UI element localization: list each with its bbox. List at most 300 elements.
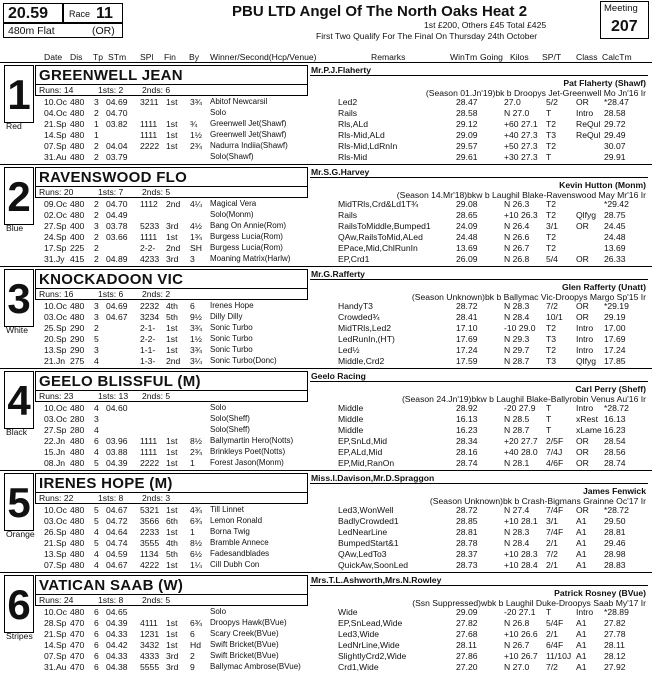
form-cell-kilos: -10 29.0 [504, 323, 536, 333]
form-cell-date: 07.Sp [44, 651, 67, 661]
owner-name: Geelo Racing [311, 371, 366, 381]
form-cell-by: 4¾ [190, 505, 202, 515]
form-cell-date: 21.Sp [44, 538, 67, 548]
form-cell-winnersecondhcpvenue: Burgess Lucia(Rom) [210, 243, 283, 252]
form-row [36, 560, 648, 570]
form-cell-dis: 480 [70, 108, 85, 118]
form-cell-dis: 415 [70, 254, 85, 264]
form-cell-by: 2¾ [190, 447, 202, 457]
form-cell-kilos: +50 27.3 [504, 141, 538, 151]
form-row [36, 141, 648, 151]
form-cell-spt: 5/4F [546, 618, 564, 628]
col-by: By [189, 52, 200, 62]
col-fin: Fin [164, 52, 176, 62]
form-cell-wintm: 29.57 [456, 141, 478, 151]
form-cell-class: OR [576, 312, 589, 322]
form-cell-winnersecondhcpvenue: Magical Vera [210, 199, 257, 208]
race-time: 20.59 [8, 5, 49, 22]
form-cell-tp: 4 [94, 560, 99, 570]
form-cell-dis: 290 [70, 334, 85, 344]
form-cell-kilos: N 28.7 [504, 356, 530, 366]
form-cell-wintm: 27.86 [456, 651, 478, 661]
form-cell-winnersecondhcpvenue: Ballymartin Hero(Notts) [210, 436, 294, 445]
form-cell-tp: 5 [94, 516, 99, 526]
form-cell-spl: 2222 [140, 141, 160, 151]
form-cell-class: A1 [576, 516, 587, 526]
form-cell-spt: 11/10J [546, 651, 572, 661]
trainer-name: Pat Flaherty (Shawf) [563, 78, 646, 88]
form-cell-kilos: N 27.0 [504, 108, 530, 118]
runs-count: Runs: 14 [39, 85, 74, 95]
form-cell-winnersecondhcpvenue: Irenes Hope [210, 301, 254, 310]
form-cell-remarks: QAw,RailsToMid,ALed [338, 232, 423, 242]
form-cell-class: Intro [576, 607, 594, 617]
form-cell-remarks: SlightlyCrd2,Wide [338, 651, 407, 661]
form-cell-wintm: 17.69 [456, 334, 478, 344]
form-row [36, 97, 648, 107]
form-cell-date: 10.Oc [44, 607, 67, 617]
form-cell-winnersecondhcpvenue: Sonic Turbo [210, 334, 253, 343]
form-cell-dis: 480 [70, 199, 85, 209]
form-cell-dis: 480 [70, 436, 85, 446]
form-cell-date: 31.Au [44, 662, 67, 672]
form-cell-stm: 04.59 [106, 549, 128, 559]
form-cell-stm: 04.39 [106, 618, 128, 628]
form-cell-fin: 1st [166, 141, 178, 151]
form-cell-wintm: 28.74 [456, 458, 478, 468]
form-cell-spl: 1-3- [140, 356, 156, 366]
form-cell-class: A1 [576, 618, 587, 628]
form-cell-date: 07.Sp [44, 141, 67, 151]
form-cell-winnersecondhcpvenue: Lemon Ronald [210, 516, 263, 525]
form-cell-wintm: 28.78 [456, 538, 478, 548]
form-cell-date: 07.Sp [44, 560, 67, 570]
form-cell-dis: 470 [70, 618, 85, 628]
form-cell-dis: 280 [70, 414, 85, 424]
form-cell-fin: 3rd [166, 221, 179, 231]
form-cell-winnersecondhcpvenue: Sonic Turbo [210, 323, 253, 332]
form-cell-date: 03.Oc [44, 312, 67, 322]
form-cell-by: 3¼ [190, 356, 202, 366]
form-cell-remarks: Rails [338, 108, 358, 118]
form-cell-fin: 1st [166, 436, 178, 446]
form-cell-winnersecondhcpvenue: Solo(Sheff) [210, 414, 250, 423]
trap-number: 6 [4, 575, 34, 633]
form-cell-class: OR [576, 505, 589, 515]
form-cell-fin: 5th [166, 312, 178, 322]
form-cell-calctm: 29.49 [604, 130, 626, 140]
form-cell-calctm: 28.54 [604, 436, 626, 446]
form-cell-stm: 04.39 [106, 458, 128, 468]
form-cell-spt: T [546, 403, 552, 413]
form-row [36, 505, 648, 515]
form-cell-winnersecondhcpvenue: Swift Bricket(BVue) [210, 651, 279, 660]
trap-colour: Red [6, 121, 22, 131]
form-cell-tp: 2 [94, 232, 99, 242]
form-cell-spt: 10/1 [546, 312, 563, 322]
form-cell-spt: T2 [546, 199, 557, 209]
form-cell-dis: 470 [70, 662, 85, 672]
form-cell-fin: 1st [166, 334, 178, 344]
form-cell-by: ¾ [190, 119, 198, 129]
form-cell-date: 10.Oc [44, 505, 67, 515]
form-cell-kilos: +20 27.7 [504, 436, 538, 446]
form-cell-calctm: 17.69 [604, 334, 626, 344]
form-cell-wintm: 28.16 [456, 447, 478, 457]
form-row [36, 221, 648, 231]
seconds-count: 2nds: 3 [142, 493, 171, 503]
form-cell-winnersecondhcpvenue: Swift Bricket(BVue) [210, 640, 279, 649]
race-qualify: First Two Qualify For The Final On Thursday 24th October [316, 31, 538, 41]
form-cell-remarks: QAw,LedTo3 [338, 549, 387, 559]
form-cell-spt: T2 [546, 141, 557, 151]
form-cell-kilos: N 28.3 [504, 527, 530, 537]
form-cell-winnersecondhcpvenue: Fadesandblades [210, 549, 270, 558]
form-cell-dis: 480 [70, 152, 85, 162]
form-cell-fin: 1st [166, 345, 178, 355]
form-cell-class: A1 [576, 527, 587, 537]
form-cell-class: A1 [576, 629, 587, 639]
form-cell-fin: 1st [166, 560, 178, 570]
form-cell-class: xLame [576, 425, 602, 435]
form-row [36, 414, 648, 424]
form-cell-winnersecondhcpvenue: Solo [210, 108, 227, 117]
form-cell-class: OR [576, 447, 589, 457]
form-cell-class: OR [576, 301, 589, 311]
form-cell-by: 3¾ [190, 97, 202, 107]
owner-name: Mr.S.G.Harvey [311, 167, 370, 177]
form-cell-dis: 480 [70, 312, 85, 322]
seconds-count: 2nds: 6 [142, 85, 171, 95]
form-cell-fin: 4th [166, 538, 178, 548]
form-cell-tp: 2 [94, 323, 99, 333]
owner-name: Mrs.T.L.Ashworth,Mrs.N.Rowley [311, 575, 442, 585]
form-cell-dis: 470 [70, 640, 85, 650]
form-cell-kilos: +10 26.7 [504, 651, 538, 661]
meeting-box [600, 1, 649, 39]
form-row [36, 447, 648, 457]
form-cell-fin: 6th [166, 516, 178, 526]
form-cell-kilos: +30 27.3 [504, 152, 538, 162]
form-cell-tp: 3 [94, 312, 99, 322]
trainer-name: Carl Perry (Sheff) [575, 384, 646, 394]
col-dis: Dis [70, 52, 83, 62]
meeting-label: Meeting [604, 3, 638, 14]
form-cell-date: 14.Sp [44, 130, 67, 140]
form-cell-spl: 3211 [140, 97, 159, 107]
form-cell-class: Qlfyg [576, 356, 597, 366]
form-cell-wintm: 27.68 [456, 629, 478, 639]
form-cell-stm: 03.66 [106, 232, 128, 242]
form-row [36, 210, 648, 220]
form-cell-stm: 04.69 [106, 301, 128, 311]
form-cell-tp: 4 [94, 447, 99, 457]
form-cell-date: 09.Oc [44, 199, 67, 209]
form-cell-stm: 03.78 [106, 221, 128, 231]
form-cell-remarks: EP,Mid,RanOn [338, 458, 395, 468]
form-cell-tp: 4 [94, 403, 99, 413]
form-cell-spt: T [546, 152, 552, 162]
form-cell-kilos: N 26.4 [504, 221, 530, 231]
form-cell-by: 1 [190, 458, 195, 468]
form-cell-stm: 04.42 [106, 640, 128, 650]
form-cell-winnersecondhcpvenue: Abitof Newcarsil [210, 97, 268, 106]
form-cell-spl: 3555 [140, 538, 160, 548]
form-row [36, 356, 648, 366]
form-cell-stm: 04.70 [106, 108, 128, 118]
form-cell-kilos: +10 28.1 [504, 516, 538, 526]
form-cell-date: 03.Oc [44, 516, 67, 526]
form-cell-spl: 1111 [140, 447, 158, 457]
form-cell-remarks: Rls-Mid,ALd [338, 130, 385, 140]
col-spl: SPl [140, 52, 154, 62]
form-cell-calctm: 27.78 [604, 629, 626, 639]
form-row [36, 108, 648, 118]
form-cell-fin: 1st [166, 629, 178, 639]
form-cell-calctm: 28.98 [604, 549, 626, 559]
form-cell-spl: 3234 [140, 312, 160, 322]
form-cell-remarks: Rls,ALd [338, 119, 369, 129]
trap-number: 4 [4, 371, 34, 429]
form-cell-class: ReQul [576, 119, 601, 129]
form-cell-spt: 7/4J [546, 447, 563, 457]
form-cell-spl: 1111 [140, 119, 158, 129]
form-row [36, 312, 648, 322]
form-cell-tp: 2 [94, 210, 99, 220]
form-cell-date: 04.Oc [44, 108, 67, 118]
firsts-count: 1sts: 2 [98, 85, 124, 95]
form-cell-spt: 3/1 [546, 516, 558, 526]
form-cell-by: 3¾ [190, 323, 202, 333]
runner-stats [35, 187, 308, 198]
form-cell-by: 4½ [190, 221, 202, 231]
form-cell-kilos: N 28.7 [504, 425, 530, 435]
runs-count: Runs: 24 [39, 595, 74, 605]
form-cell-stm: 04.33 [106, 629, 128, 639]
form-cell-kilos: +40 28.0 [504, 447, 538, 457]
form-cell-winnersecondhcpvenue: Till Linnet [210, 505, 244, 514]
form-cell-spl: 3432 [140, 640, 160, 650]
form-cell-fin: 2nd [166, 356, 181, 366]
form-cell-by: 6 [190, 629, 195, 639]
form-cell-dis: 290 [70, 345, 85, 355]
form-cell-winnersecondhcpvenue: Solo [210, 607, 227, 616]
form-cell-tp: 2 [94, 243, 99, 253]
form-cell-tp: 3 [94, 345, 99, 355]
form-cell-spt: 2/1 [546, 538, 558, 548]
form-cell-wintm: 17.10 [456, 323, 478, 333]
form-cell-wintm: 17.24 [456, 345, 478, 355]
form-cell-wintm: 29.09 [456, 130, 478, 140]
runs-count: Runs: 23 [39, 391, 74, 401]
form-cell-remarks: Middle,Crd2 [338, 356, 385, 366]
form-cell-spt: 2/1 [546, 629, 558, 639]
form-row [36, 403, 648, 413]
form-cell-tp: 3 [94, 414, 99, 424]
form-cell-calctm: 27.82 [604, 618, 626, 628]
form-cell-fin: 1st [166, 458, 178, 468]
form-cell-dis: 225 [70, 243, 85, 253]
form-cell-tp: 6 [94, 436, 99, 446]
form-cell-stm: 04.64 [106, 527, 128, 537]
form-cell-date: 17.Sp [44, 243, 67, 253]
form-cell-dis: 480 [70, 141, 85, 151]
breeding-info: (Season 24.Jn'19)bkw b Laughil Blake-Ballyrobin Venus Au'16 Ir [401, 394, 646, 404]
form-cell-spl: 1231 [140, 629, 160, 639]
form-cell-date: 03.Oc [44, 414, 67, 424]
form-cell-calctm: *28.47 [604, 97, 629, 107]
form-cell-fin: 1st [166, 527, 178, 537]
col-kilos: Kilos [510, 52, 529, 62]
trap-number: 1 [4, 65, 34, 123]
form-cell-calctm: 28.12 [604, 651, 626, 661]
race-time-box [3, 3, 63, 23]
form-cell-calctm: 26.33 [604, 254, 626, 264]
form-cell-dis: 480 [70, 130, 85, 140]
form-cell-kilos: +40 27.3 [504, 130, 538, 140]
form-cell-spl: 2-1- [140, 323, 156, 333]
form-cell-winnersecondhcpvenue: Droopys Hawk(BVue) [210, 618, 287, 627]
form-cell-spt: T3 [546, 130, 557, 140]
form-cell-tp: 4 [94, 527, 99, 537]
form-cell-tp: 5 [94, 458, 99, 468]
form-cell-by: 3 [190, 254, 195, 264]
form-cell-wintm: 28.34 [456, 436, 478, 446]
form-row [36, 618, 648, 628]
form-row [36, 199, 648, 209]
form-cell-by: SH [190, 243, 202, 253]
form-cell-date: 13.Sp [44, 549, 67, 559]
runner-name: KNOCKADOON VIC [35, 269, 308, 289]
runner-name: GREENWELL JEAN [35, 65, 308, 85]
form-cell-fin: 1st [166, 130, 178, 140]
firsts-count: 1sts: 13 [98, 391, 129, 401]
form-cell-spl: 5321 [140, 505, 160, 515]
form-cell-calctm: 13.69 [604, 243, 626, 253]
form-cell-remarks: LedNrLine,Wide [338, 640, 400, 650]
form-cell-fin: 3rd [166, 662, 179, 672]
form-cell-tp: 3 [94, 221, 99, 231]
owner-name: Mr.G.Rafferty [311, 269, 365, 279]
form-cell-wintm: 16.23 [456, 425, 478, 435]
form-cell-wintm: 28.11 [456, 640, 477, 650]
form-cell-date: 08.Jn [44, 458, 66, 468]
column-headers [0, 52, 652, 62]
form-cell-kilos: N 26.8 [504, 254, 530, 264]
runner-stats [35, 493, 308, 504]
form-cell-winnersecondhcpvenue: Nadurra Indiia(Shawf) [210, 141, 288, 150]
form-cell-winnersecondhcpvenue: Moaning Matrix(Harlw) [210, 254, 291, 263]
col-spt: SP/T [542, 52, 562, 62]
form-cell-spt: 7/2 [546, 301, 558, 311]
form-cell-winnersecondhcpvenue: Borna Twig [210, 527, 250, 536]
form-cell-tp: 5 [94, 334, 99, 344]
form-cell-wintm: 28.37 [456, 549, 478, 559]
form-cell-stm: 03.88 [106, 447, 128, 457]
trap-colour: Orange [6, 529, 35, 539]
owner-name: Mr.P.J.Flaherty [311, 65, 372, 75]
form-cell-kilos: N 28.5 [504, 414, 530, 424]
form-cell-class: A1 [576, 662, 587, 672]
trainer-name: Glen Rafferty (Unatt) [561, 282, 646, 292]
form-cell-stm: 04.33 [106, 651, 128, 661]
form-cell-remarks: Led3,WonWell [338, 505, 394, 515]
form-cell-class: OR [576, 254, 589, 264]
form-cell-remarks: Crd1,Wide [338, 662, 379, 672]
form-cell-dis: 480 [70, 119, 85, 129]
form-cell-fin: 1st [166, 232, 178, 242]
form-cell-winnersecondhcpvenue: Sonic Turbo [210, 345, 253, 354]
form-cell-dis: 480 [70, 607, 85, 617]
form-cell-kilos: +10 26.6 [504, 629, 538, 639]
race-title: PBU LTD Angel Of The North Oaks Heat 2 [232, 3, 528, 20]
form-cell-fin: 3rd [166, 651, 179, 661]
form-cell-wintm: 13.69 [456, 243, 478, 253]
form-row [36, 640, 648, 650]
form-cell-remarks: LedRunIn,(HT) [338, 334, 395, 344]
form-cell-remarks: RailsToMiddle,Bumped1 [338, 221, 431, 231]
form-cell-remarks: Led½ [338, 345, 360, 355]
runner-name: GEELO BLISSFUL (M) [35, 371, 308, 391]
form-cell-remarks: HandyT3 [338, 301, 373, 311]
form-cell-wintm: 28.65 [456, 210, 478, 220]
form-cell-tp: 5 [94, 505, 99, 515]
form-cell-calctm: 29.46 [604, 538, 626, 548]
race-distance: 480m Flat [8, 25, 55, 37]
form-cell-date: 13.Sp [44, 345, 67, 355]
form-cell-class: Intro [576, 334, 594, 344]
form-cell-spt: 7/4F [546, 527, 564, 537]
form-cell-by: 2¾ [190, 141, 202, 151]
form-cell-dis: 470 [70, 629, 85, 639]
form-cell-wintm: 28.92 [456, 403, 478, 413]
form-cell-class: Intro [576, 323, 594, 333]
form-cell-tp: 6 [94, 618, 99, 628]
form-cell-date: 31.Jy [44, 254, 65, 264]
trap-colour: Blue [6, 223, 24, 233]
form-cell-class: Intro [576, 403, 594, 413]
form-cell-spt: 7/4F [546, 505, 564, 515]
form-cell-remarks: EP,Crd1 [338, 254, 370, 264]
runner-name: VATICAN SAAB (W) [35, 575, 308, 595]
form-cell-spt: 5/2 [546, 97, 558, 107]
form-cell-calctm: 29.72 [604, 119, 626, 129]
form-cell-stm: 04.38 [106, 662, 128, 672]
form-cell-by: 6½ [190, 549, 202, 559]
form-cell-spt: 5/4 [546, 254, 558, 264]
form-cell-stm: 04.60 [106, 403, 128, 413]
form-cell-wintm: 24.09 [456, 221, 478, 231]
form-cell-stm: 04.89 [106, 254, 128, 264]
form-cell-winnersecondhcpvenue: Forest Jason(Monm) [210, 458, 284, 467]
form-row [36, 334, 648, 344]
form-cell-dis: 480 [70, 538, 85, 548]
form-cell-calctm: 28.58 [604, 108, 626, 118]
form-cell-spt: 7/2 [546, 662, 558, 672]
form-cell-calctm: 17.00 [604, 323, 626, 333]
form-cell-winnersecondhcpvenue: Sonic Turbo(Donc) [210, 356, 277, 365]
form-cell-date: 26.Sp [44, 527, 67, 537]
form-cell-calctm: 29.19 [604, 312, 626, 322]
form-cell-tp: 6 [94, 662, 99, 672]
trainer-name: Kevin Hutton (Monm) [559, 180, 646, 190]
form-cell-class: A1 [576, 640, 587, 650]
form-cell-remarks: BadlyCrowded1 [338, 516, 399, 526]
form-cell-dis: 280 [70, 425, 85, 435]
form-cell-wintm: 26.09 [456, 254, 478, 264]
form-cell-spt: T2 [546, 323, 557, 333]
form-cell-winnersecondhcpvenue: Burgess Lucia(Rom) [210, 232, 283, 241]
